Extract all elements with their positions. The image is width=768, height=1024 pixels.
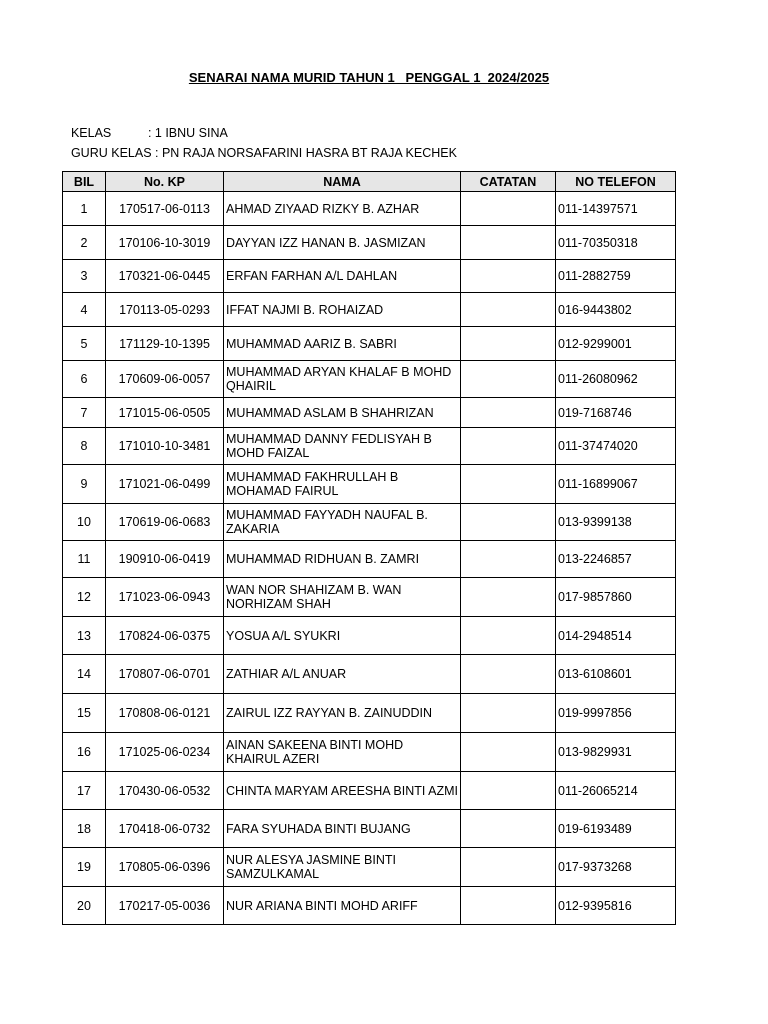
cell-nama: IFFAT NAJMI B. ROHAIZAD — [224, 293, 461, 327]
cell-catatan — [461, 617, 556, 655]
table-row — [63, 772, 676, 810]
cell-telefon: 019-9997856 — [556, 694, 676, 733]
cell-telefon: 017-9857860 — [556, 578, 676, 617]
cell-catatan — [461, 655, 556, 694]
cell-catatan — [461, 361, 556, 398]
table-row — [63, 465, 676, 504]
cell-catatan — [461, 887, 556, 925]
header-bil: BIL — [63, 172, 106, 192]
cell-telefon: 012-9395816 — [556, 887, 676, 925]
cell-telefon: 013-2246857 — [556, 541, 676, 578]
header-nama: NAMA — [224, 172, 461, 192]
cell-telefon: 013-9829931 — [556, 733, 676, 772]
table-header-row — [63, 172, 676, 192]
cell-kp: 171129-10-1395 — [106, 327, 224, 361]
table-row — [63, 398, 676, 428]
cell-catatan — [461, 327, 556, 361]
cell-catatan — [461, 226, 556, 260]
cell-bil: 4 — [63, 293, 106, 327]
cell-nama: ZATHIAR A/L ANUAR — [224, 655, 461, 694]
cell-bil: 12 — [63, 578, 106, 617]
cell-bil: 3 — [63, 260, 106, 293]
cell-telefon: 011-26065214 — [556, 772, 676, 810]
cell-nama: MUHAMMAD ASLAM B SHAHRIZAN — [224, 398, 461, 428]
cell-catatan — [461, 398, 556, 428]
cell-bil: 7 — [63, 398, 106, 428]
cell-telefon: 017-9373268 — [556, 848, 676, 887]
header-catatan: CATATAN — [461, 172, 556, 192]
page-title: SENARAI NAMA MURID TAHUN 1 PENGGAL 1 2024/2025 — [188, 70, 550, 85]
cell-bil: 5 — [63, 327, 106, 361]
cell-telefon: 011-26080962 — [556, 361, 676, 398]
cell-kp: 170609-06-0057 — [106, 361, 224, 398]
guru-kelas-line — [64, 132, 457, 160]
table-row — [63, 192, 676, 226]
cell-nama: MUHAMMAD AARIZ B. SABRI — [224, 327, 461, 361]
cell-nama: MUHAMMAD FAKHRULLAH B MOHAMAD FAIRUL — [224, 465, 461, 504]
cell-bil: 13 — [63, 617, 106, 655]
cell-telefon: 011-70350318 — [556, 226, 676, 260]
cell-bil: 18 — [63, 810, 106, 848]
cell-bil: 8 — [63, 428, 106, 465]
cell-kp: 171021-06-0499 — [106, 465, 224, 504]
cell-telefon: 013-9399138 — [556, 504, 676, 541]
cell-bil: 19 — [63, 848, 106, 887]
cell-kp: 171023-06-0943 — [106, 578, 224, 617]
table-row — [63, 617, 676, 655]
cell-kp: 170321-06-0445 — [106, 260, 224, 293]
cell-kp: 170619-06-0683 — [106, 504, 224, 541]
cell-bil: 2 — [63, 226, 106, 260]
table-row — [63, 848, 676, 887]
cell-catatan — [461, 260, 556, 293]
cell-nama: MUHAMMAD DANNY FEDLISYAH B MOHD FAIZAL — [224, 428, 461, 465]
cell-catatan — [461, 733, 556, 772]
cell-nama: DAYYAN IZZ HANAN B. JASMIZAN — [224, 226, 461, 260]
cell-telefon: 011-14397571 — [556, 192, 676, 226]
table-row — [63, 655, 676, 694]
table-row — [63, 578, 676, 617]
kelas-label: KELAS — [70, 126, 112, 140]
cell-catatan — [461, 192, 556, 226]
cell-kp: 171010-10-3481 — [106, 428, 224, 465]
guru-kelas-value: PN RAJA NORSAFARINI HASRA BT RAJA KECHEK — [158, 146, 457, 160]
table-row — [63, 694, 676, 733]
cell-bil: 6 — [63, 361, 106, 398]
cell-kp: 190910-06-0419 — [106, 541, 224, 578]
cell-kp: 170418-06-0732 — [106, 810, 224, 848]
cell-catatan — [461, 465, 556, 504]
cell-bil: 1 — [63, 192, 106, 226]
table-row — [63, 293, 676, 327]
cell-bil: 20 — [63, 887, 106, 925]
cell-catatan — [461, 848, 556, 887]
table-row — [63, 810, 676, 848]
kelas-value: : 1 IBNU SINA — [147, 126, 228, 140]
cell-kp: 170807-06-0701 — [106, 655, 224, 694]
cell-kp: 171015-06-0505 — [106, 398, 224, 428]
cell-nama: NUR ALESYA JASMINE BINTI SAMZULKAMAL — [224, 848, 461, 887]
cell-kp: 170106-10-3019 — [106, 226, 224, 260]
cell-telefon: 013-6108601 — [556, 655, 676, 694]
cell-catatan — [461, 428, 556, 465]
cell-kp: 171025-06-0234 — [106, 733, 224, 772]
student-table — [62, 171, 676, 925]
cell-telefon: 014-2948514 — [556, 617, 676, 655]
cell-bil: 16 — [63, 733, 106, 772]
cell-telefon: 016-9443802 — [556, 293, 676, 327]
cell-bil: 15 — [63, 694, 106, 733]
cell-telefon: 019-6193489 — [556, 810, 676, 848]
cell-kp: 170217-05-0036 — [106, 887, 224, 925]
cell-nama: FARA SYUHADA BINTI BUJANG — [224, 810, 461, 848]
cell-telefon: 011-2882759 — [556, 260, 676, 293]
cell-bil: 10 — [63, 504, 106, 541]
header-kp: No. KP — [106, 172, 224, 192]
cell-telefon: 019-7168746 — [556, 398, 676, 428]
table-body — [63, 192, 676, 925]
cell-nama: YOSUA A/L SYUKRI — [224, 617, 461, 655]
guru-kelas-label: GURU KELAS : — [70, 146, 159, 160]
cell-nama: MUHAMMAD ARYAN KHALAF B MOHD QHAIRIL — [224, 361, 461, 398]
table-row — [63, 260, 676, 293]
cell-catatan — [461, 541, 556, 578]
cell-kp: 170517-06-0113 — [106, 192, 224, 226]
cell-bil: 9 — [63, 465, 106, 504]
cell-nama: MUHAMMAD FAYYADH NAUFAL B. ZAKARIA — [224, 504, 461, 541]
cell-catatan — [461, 772, 556, 810]
cell-catatan — [461, 504, 556, 541]
cell-nama: ZAIRUL IZZ RAYYAN B. ZAINUDDIN — [224, 694, 461, 733]
cell-catatan — [461, 293, 556, 327]
cell-nama: AINAN SAKEENA BINTI MOHD KHAIRUL AZERI — [224, 733, 461, 772]
cell-kp: 170824-06-0375 — [106, 617, 224, 655]
cell-catatan — [461, 694, 556, 733]
cell-bil: 17 — [63, 772, 106, 810]
cell-telefon: 012-9299001 — [556, 327, 676, 361]
table-row — [63, 428, 676, 465]
table-row — [63, 887, 676, 925]
table-row — [63, 541, 676, 578]
cell-catatan — [461, 578, 556, 617]
table-row — [63, 226, 676, 260]
cell-nama: WAN NOR SHAHIZAM B. WAN NORHIZAM SHAH — [224, 578, 461, 617]
cell-nama: CHINTA MARYAM AREESHA BINTI AZMI — [224, 772, 461, 810]
cell-kp: 170113-05-0293 — [106, 293, 224, 327]
cell-bil: 11 — [63, 541, 106, 578]
table-row — [63, 327, 676, 361]
table-row — [63, 733, 676, 772]
cell-catatan — [461, 810, 556, 848]
cell-bil: 14 — [63, 655, 106, 694]
cell-nama: NUR ARIANA BINTI MOHD ARIFF — [224, 887, 461, 925]
table-row — [63, 504, 676, 541]
cell-kp: 170808-06-0121 — [106, 694, 224, 733]
cell-nama: MUHAMMAD RIDHUAN B. ZAMRI — [224, 541, 461, 578]
cell-nama: AHMAD ZIYAAD RIZKY B. AZHAR — [224, 192, 461, 226]
table-row — [63, 361, 676, 398]
cell-kp: 170430-06-0532 — [106, 772, 224, 810]
cell-telefon: 011-37474020 — [556, 428, 676, 465]
cell-kp: 170805-06-0396 — [106, 848, 224, 887]
cell-nama: ERFAN FARHAN A/L DAHLAN — [224, 260, 461, 293]
header-telefon: NO TELEFON — [556, 172, 676, 192]
cell-telefon: 011-16899067 — [556, 465, 676, 504]
